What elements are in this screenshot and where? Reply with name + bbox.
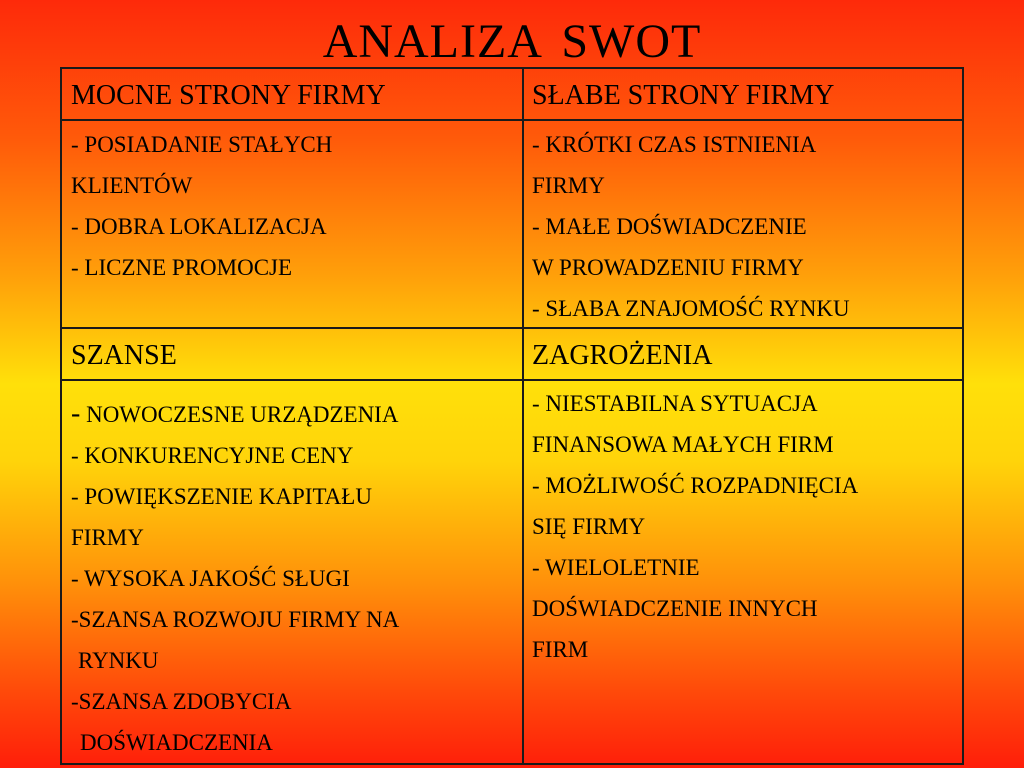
list-item: RYNKU [78,648,159,673]
list-item: - WIELOLETNIE [532,555,700,580]
opportunities-header: SZANSE [71,340,177,371]
opportunities-body-cell [71,393,399,763]
list-item: - LICZNE PROMOCJE [71,255,293,280]
swot-table [60,67,964,765]
list-item: FIRMY [71,525,144,550]
threats-list [532,383,858,670]
list-item: -SZANSA ROZWOJU FIRMY NA [71,607,400,632]
list-item: - DOBRA LOKALIZACJA [71,214,327,239]
threats-header: ZAGROŻENIA [532,340,713,371]
bullet-dash: - [71,398,81,429]
strengths-body-cell [71,124,332,288]
strengths-header: MOCNE STRONY FIRMY [71,80,386,111]
weaknesses-body-cell [532,124,850,329]
list-item: - KONKURENCYJNE CENY [71,443,354,468]
opportunities-list [71,393,399,763]
list-item: FIRMY [532,173,605,198]
list-item-text: NOWOCZESNE URZĄDZENIA [86,402,399,427]
list-item: KLIENTÓW [71,173,193,198]
threats-body-cell [532,383,858,670]
list-item: - POSIADANIE STAŁYCH [71,132,333,157]
row-divider-opportunities-header [62,379,962,381]
list-item: DOŚWIADCZENIE INNYCH [532,596,818,621]
list-item: W PROWADZENIU FIRMY [532,255,804,280]
opportunities-header-cell [71,340,177,372]
slide-title: ANALIZA SWOT [322,15,702,68]
weaknesses-header-cell [532,80,834,112]
row-divider-strengths-header [62,119,962,121]
column-divider [522,69,524,763]
list-item: - SŁABA ZNAJOMOŚĆ RYNKU [532,296,850,321]
list-item: - NIESTABILNA SYTUACJA [532,391,818,416]
list-item: FINANSOWA MAŁYCH FIRM [532,432,834,457]
list-item: SIĘ FIRMY [532,514,646,539]
list-item: -SZANSA ZDOBYCIA [71,689,292,714]
list-item: FIRM [532,637,589,662]
weaknesses-list [532,124,850,329]
list-item: DOŚWIADCZENIA [80,730,273,755]
threats-header-cell [532,340,712,372]
list-item: - POWIĘKSZENIE KAPITAŁU [71,484,372,509]
list-item: - MOŻLIWOŚĆ ROZPADNIĘCIA [532,473,859,498]
list-item [71,393,399,435]
weaknesses-header: SŁABE STRONY FIRMY [532,80,835,111]
list-item: - KRÓTKI CZAS ISTNIENIA [532,132,817,157]
strengths-header-cell [71,80,386,112]
list-item: - MAŁE DOŚWIADCZENIE [532,214,807,239]
list-item: - WYSOKA JAKOŚĆ SŁUGI [71,566,350,591]
strengths-list [71,124,332,288]
